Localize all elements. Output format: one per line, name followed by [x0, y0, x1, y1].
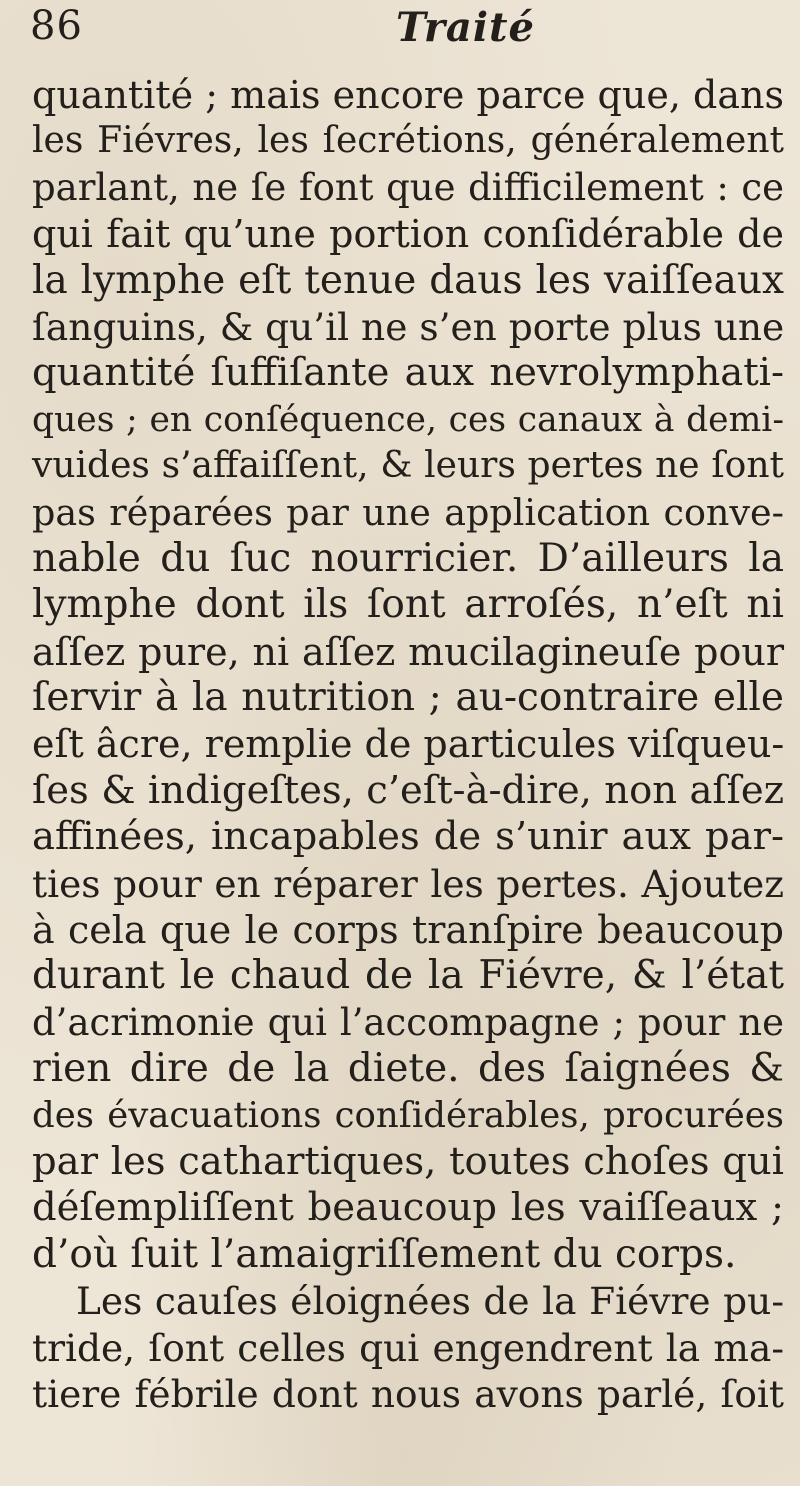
- page-number: 86: [30, 3, 83, 49]
- text-line: quantité ; mais encore parce que, dans: [32, 73, 784, 117]
- text-line: les Fiévres, les ſecrétions, généralement: [32, 120, 784, 162]
- body-text: [32, 72, 784, 1417]
- text-line: vuides s’affaiſſent, & leurs pertes ne ſont: [32, 445, 784, 487]
- text-line: des évacuations conſidérables, procurées: [32, 1094, 784, 1136]
- text-line: parlant, ne ſe font que difficilement : ce: [32, 165, 784, 209]
- text-line: ſes & indigeſtes, c’eſt-à-dire, non aſſez: [32, 767, 784, 813]
- text-line: rien dire de la diete. des ſaignées &: [32, 1046, 784, 1092]
- text-line: ſervir à la nutrition ; au-contraire elle: [32, 675, 784, 721]
- text-line: à cela que le corps tranſpire beaucoup: [32, 908, 784, 953]
- text-line: par les cathartiques, toutes choſes qui: [32, 1138, 784, 1184]
- text-line: d’acrimonie qui l’accompagne ; pour ne: [32, 1000, 784, 1044]
- text-line: ties pour en réparer les pertes. Ajoutez: [32, 861, 784, 906]
- text-line: quantité ſuffiſante aux nevrolymphati-: [32, 350, 784, 396]
- text-line: qui fait qu’une portion conſidérable de: [32, 212, 784, 257]
- text-line: ſanguins, & qu’il ne s’en porte plus une: [32, 304, 785, 349]
- paragraph-start-line: Les cauſes éloignées de la Fiévre pu-: [76, 1279, 784, 1324]
- text-line: ques ; en conſéquence, ces canaux à demi-: [32, 399, 784, 440]
- text-line: durant le chaud de la Fiévre, & l’état: [32, 953, 784, 999]
- text-line: affinées, incapables de s’unir aux par-: [32, 814, 784, 860]
- text-line: eſt âcre, remplie de particules viſqueu-: [32, 722, 785, 767]
- text-line: pas réparées par une application conve-: [32, 490, 784, 534]
- text-line: aſſez pure, ni aſſez mucilagineuſe pour: [32, 629, 784, 674]
- text-line: lymphe dont ils ſont arroſés, n’eſt ni: [32, 582, 784, 628]
- text-line: déſempliſſent beaucoup les vaiſſeaux ;: [32, 1185, 784, 1231]
- text-line: d’où ſuit l’amaigriſſement du corps.: [32, 1231, 737, 1277]
- text-line: tride, ſont celles qui engendrent la ma-: [32, 1325, 784, 1370]
- text-line: tiere fébrile dont nous avons parlé, ſoit: [32, 1371, 784, 1416]
- text-line: nable du ſuc nourricier. D’ailleurs la: [32, 535, 784, 581]
- running-title: Traité: [396, 4, 535, 51]
- page-header: [0, 0, 800, 80]
- text-line: la lymphe eſt tenue daus les vaiſſeaux: [32, 257, 784, 303]
